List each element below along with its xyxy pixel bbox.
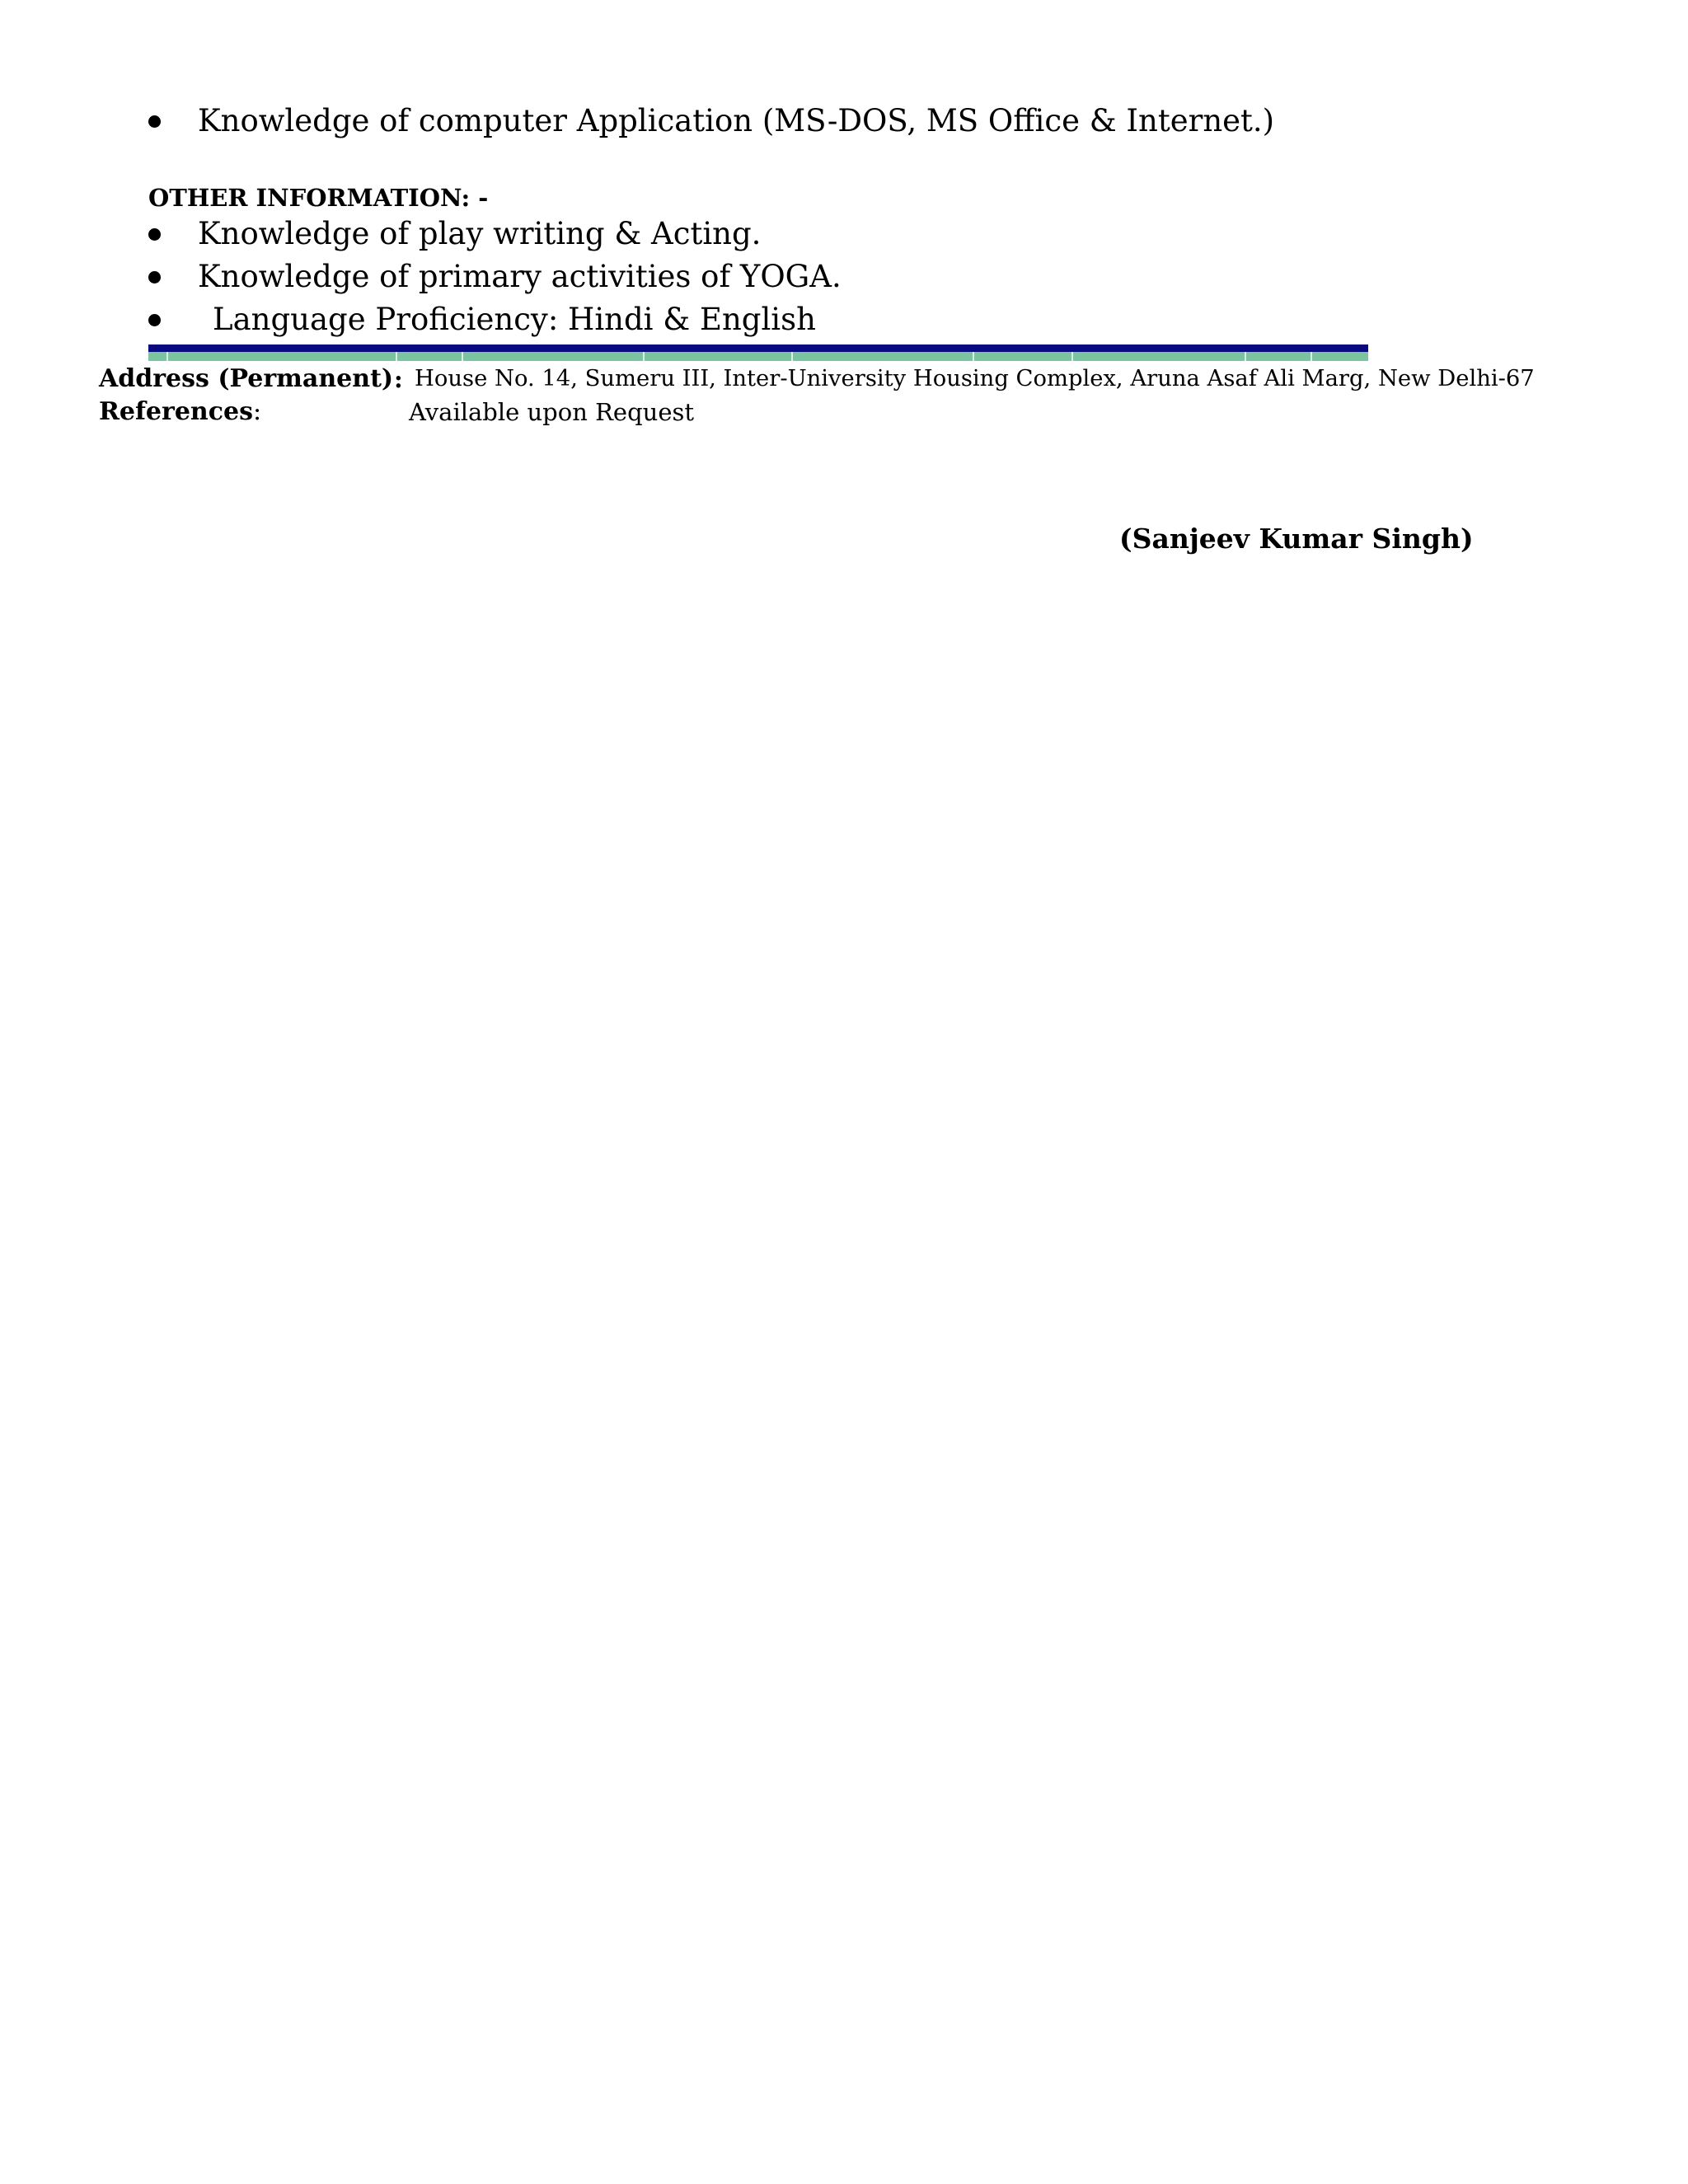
bullet-icon [148, 314, 161, 326]
skills-item-text: Knowledge of computer Application (MS-DOS, MS Office & Internet.) [198, 103, 1275, 138]
other-info-item-text: Language Proficiency: Hindi & English [213, 302, 816, 337]
bullet-icon [148, 228, 161, 241]
references-value: Available upon Request [409, 398, 695, 426]
address-label [99, 363, 393, 396]
other-info-list-item [148, 213, 161, 255]
references-label-text: References [99, 397, 253, 426]
other-info-list-item [148, 256, 161, 298]
other-info-item-text: Knowledge of play writing & Acting. [198, 216, 762, 251]
signature-name: (Sanjeev Kumar Singh) [1119, 523, 1474, 555]
section-divider [148, 344, 1368, 361]
other-info-item-text: Knowledge of primary activities of YOGA. [198, 259, 842, 294]
other-info-list-item [148, 299, 161, 340]
bullet-icon [148, 115, 161, 128]
divider-green-band [148, 352, 1368, 361]
bullet-icon [148, 271, 161, 284]
address-label-text: Address (Permanent) [99, 364, 394, 393]
address-value: House No. 14, Sumeru III, Inter-University Housing Complex, Aruna Asaf Ali Marg, New Delhi-67 [415, 366, 1535, 391]
address-colon: : [394, 365, 403, 393]
section-heading-other-information: OTHER INFORMATION: - [148, 184, 489, 212]
references-label [99, 396, 261, 429]
divider-navy-band [148, 344, 1368, 352]
skills-list-item [148, 101, 161, 142]
references-colon: : [252, 397, 262, 426]
